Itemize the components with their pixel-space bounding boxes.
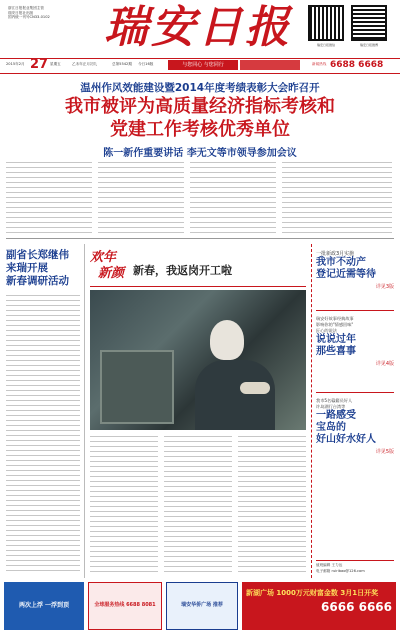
sidebar-item-title-line: 瑞安好故事经典故事 — [316, 316, 354, 321]
headline-main-line: 我市被评为高质量经济指标考核和 — [65, 96, 335, 117]
date-year-month: 2015年2月 — [6, 62, 25, 66]
page-count: 今日16版 — [138, 62, 154, 66]
feature-body-col — [164, 436, 232, 576]
sidebar-divider — [316, 310, 394, 311]
sidebar-item-title-line: 我市5名赣籍员好人 — [316, 398, 353, 403]
qr-code-weixin — [308, 5, 344, 41]
sidebar-page-ref: 详见5版 — [375, 449, 394, 455]
sidebar-item-title-line: 说说过年 — [316, 334, 356, 345]
photo-hand — [240, 382, 270, 394]
ad-banner-left[interactable] — [4, 582, 84, 630]
publisher-line: 国内统一刊号CN33-0102 — [8, 15, 50, 20]
hotline-label: 新闻热线 — [312, 62, 327, 66]
feature-body-col — [238, 436, 306, 576]
editor-email: 电子邮箱 ruiribao@126.com — [316, 569, 365, 573]
article2-title-line: 副省长郑继伟 — [6, 249, 69, 261]
feature-divider — [90, 286, 306, 287]
headline-subtitle: 陈一新作重要讲话 李无文等市领导参加会议 — [103, 148, 297, 159]
slogan-banner-ext — [240, 60, 300, 70]
headline-kicker: 温州作风效能建设暨2014年度考绩表彰大会昨召开 — [80, 82, 320, 94]
article2-body — [6, 295, 80, 575]
qr-caption: 瑞安日报微信 — [316, 43, 335, 47]
article2-title-line: 来瑞开展 — [6, 262, 48, 274]
feature-badge-line1: 欢年 — [90, 250, 117, 265]
feature-photo — [90, 290, 306, 430]
ad-phone: 6666 6666 — [321, 600, 392, 614]
sidebar-item-title-line: 登记近需等待 — [316, 269, 376, 280]
slogan-banner: 与您同心 与您同行 — [168, 60, 238, 70]
issue-number: 总第5542期 — [112, 62, 132, 66]
sidebar-item-title-line: 好山好水好人 — [316, 434, 376, 445]
sidebar-page-ref: 详见3版 — [375, 284, 394, 290]
date-lunar: 乙未年正月初九 — [72, 62, 98, 66]
sidebar-item-title-line: 影响你的"情感回味" — [316, 322, 354, 327]
photo-machine — [100, 350, 174, 424]
feature-title: 新春，我返岗开工啦 — [133, 264, 232, 277]
ad-banner-middle-2[interactable] — [166, 582, 238, 630]
sidebar-page-ref: 详见4版 — [375, 361, 394, 367]
article-body-column — [98, 162, 184, 234]
ad-text: 全球服务热线 6688 8081 — [94, 602, 156, 608]
sidebar-item-title-line: 许岛湖行台湾等 — [316, 404, 346, 409]
sidebar-item-2 — [316, 316, 394, 367]
article-body-column — [190, 162, 276, 234]
headline-main-line: 党建工作考核优秀单位 — [110, 119, 290, 140]
feature-badge-line2: 新颜 — [98, 266, 125, 281]
sidebar-item-title-line: 一路感受 — [316, 410, 356, 421]
newspaper-title: 瑞安日报 — [104, 2, 292, 53]
sidebar-item-1 — [316, 250, 394, 290]
photo-worker-mask — [210, 320, 244, 360]
sidebar-item-title-line: 匠心的说法 — [316, 328, 337, 333]
publisher-line: 瑞安日报社出版 — [8, 10, 34, 15]
sidebar-item-title-line: 宝岛的 — [316, 422, 346, 433]
masthead-left-info — [8, 6, 88, 20]
date-day: 27 — [30, 57, 49, 72]
hotline-number: 6688 6668 — [330, 60, 384, 70]
feature-badge — [90, 250, 128, 284]
article-body-column — [282, 162, 392, 234]
sidebar-item-title-line: 一批新政3月实施 — [316, 251, 355, 257]
sidebar-divider — [316, 560, 394, 561]
article-body-column — [6, 162, 92, 234]
ad-banner-right[interactable] — [242, 582, 396, 630]
editor-credit: 值班编辑 王力达 — [316, 563, 343, 567]
ad-text: 新湖广场 1000万元财富金数 3月1日开奖 — [246, 589, 379, 597]
sidebar-item-title-line: 我市不动产 — [316, 257, 366, 268]
ad-text: 瑞安华侨广场 推荐 — [181, 602, 223, 608]
sidebar-divider — [316, 392, 394, 393]
column-divider — [311, 244, 312, 578]
ad-text: 两次上浮 一浮到顶 — [18, 602, 70, 609]
qr-caption: 瑞安日报微博 — [359, 43, 378, 47]
sidebar-item-3 — [316, 398, 394, 455]
article2-title-line: 新春调研活动 — [6, 275, 69, 287]
ad-banner-middle-1[interactable] — [88, 582, 162, 630]
feature-body-col — [90, 436, 158, 576]
sidebar-item-title-line: 那些喜事 — [316, 346, 356, 357]
date-weekday: 星期五 — [50, 62, 61, 66]
qr-code-weibo — [351, 5, 387, 41]
column-divider — [84, 244, 85, 578]
photo-worker-body — [195, 360, 275, 430]
publisher-line: 浙江日报报业集团主管 — [8, 6, 44, 10]
section-divider — [6, 238, 394, 239]
